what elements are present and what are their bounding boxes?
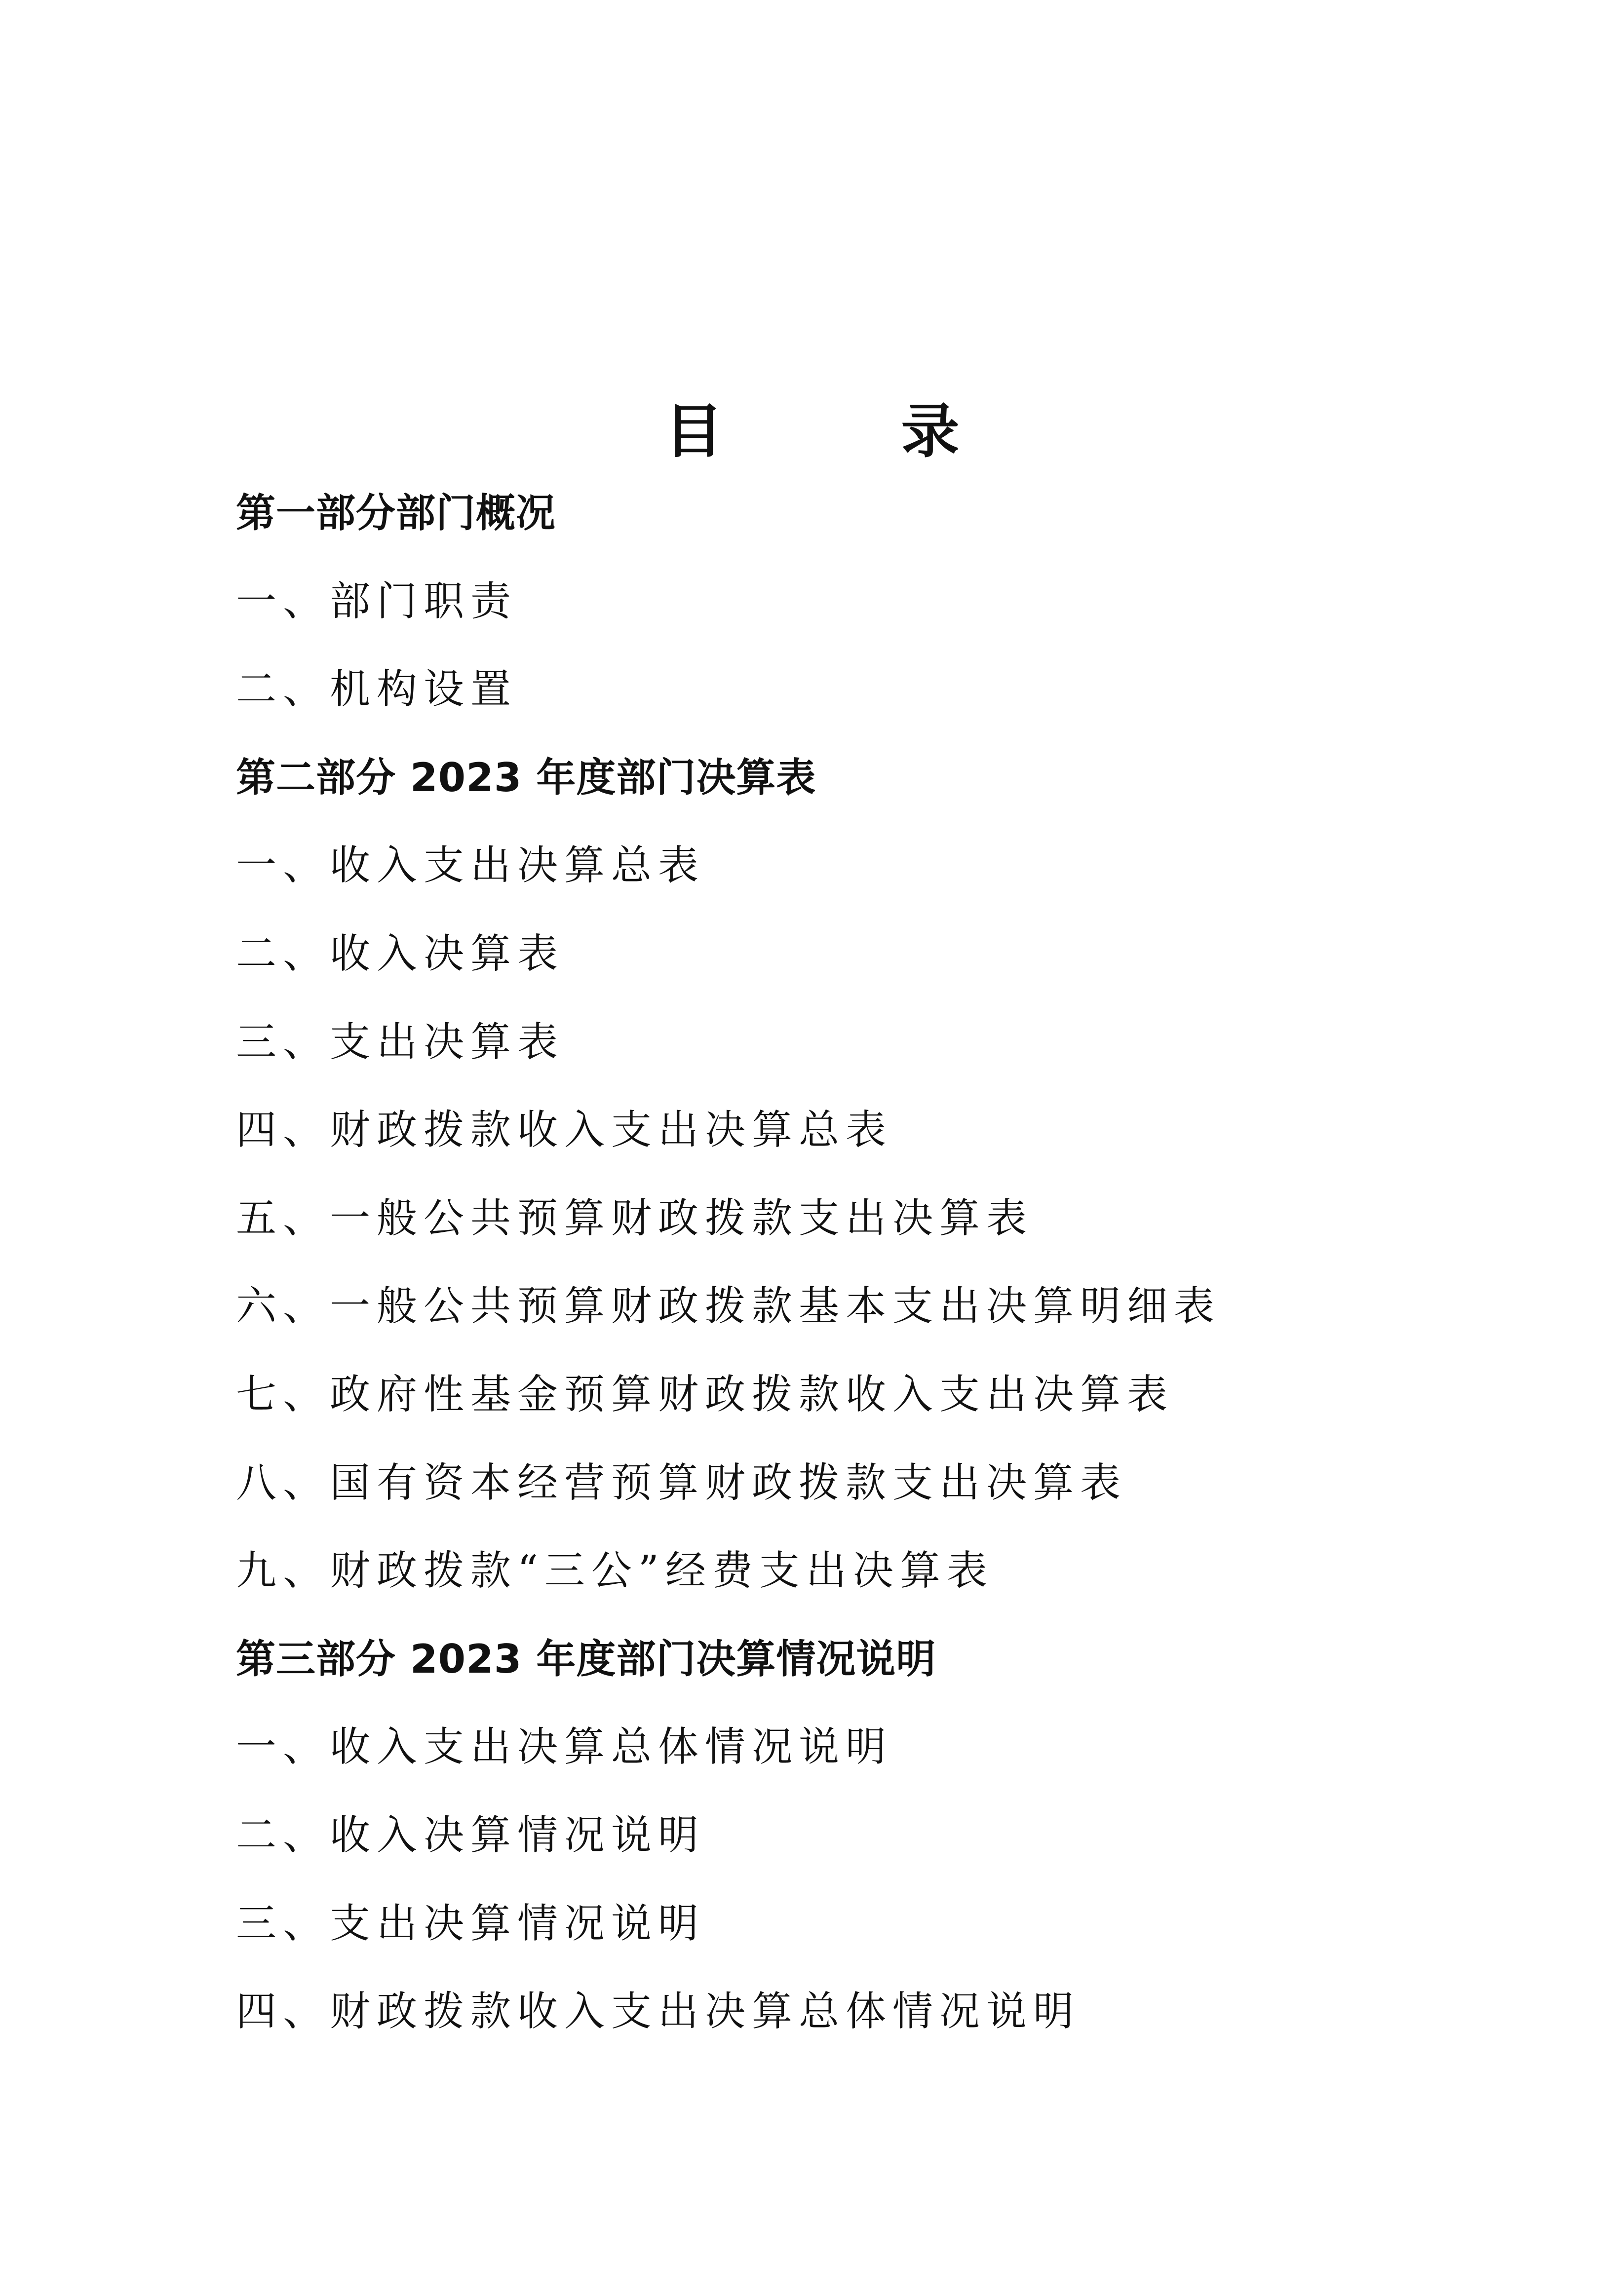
toc-item: 三、支出决算情况说明: [236, 1900, 705, 1947]
toc-part-heading: 第一部分部门概况: [236, 490, 556, 536]
toc-item: 一、收入支出决算总体情况说明: [236, 1723, 893, 1771]
toc-item: 一、收入支出决算总表: [236, 842, 705, 889]
toc-item: 四、财政拨款收入支出决算总体情况说明: [236, 1988, 1081, 2035]
toc-item: 九、财政拨款“三公”经费支出决算表: [236, 1547, 994, 1595]
toc-part-heading: 第二部分 2023 年度部门决算表: [236, 754, 816, 801]
toc-item: 二、机构设置: [236, 666, 518, 713]
page-title: 目 录: [664, 397, 1039, 466]
toc-item: 六、一般公共预算财政拨款基本支出决算明细表: [236, 1283, 1221, 1330]
toc-item: 二、收入决算情况说明: [236, 1811, 705, 1859]
toc-item: 七、政府性基金预算财政拨款收入支出决算表: [236, 1371, 1174, 1418]
toc-item: 四、财政拨款收入支出决算总表: [236, 1107, 893, 1154]
toc-item: 二、收入决算表: [236, 930, 565, 977]
toc-item: 三、支出决算表: [236, 1018, 565, 1066]
toc-item: 八、国有资本经营预算财政拨款支出决算表: [236, 1459, 1127, 1506]
toc-part-heading: 第三部分 2023 年度部门决算情况说明: [236, 1636, 936, 1682]
toc-item: 五、一般公共预算财政拨款支出决算表: [236, 1194, 1034, 1242]
table-of-contents: [236, 489, 1519, 2075]
toc-item: 一、部门职责: [236, 577, 518, 625]
